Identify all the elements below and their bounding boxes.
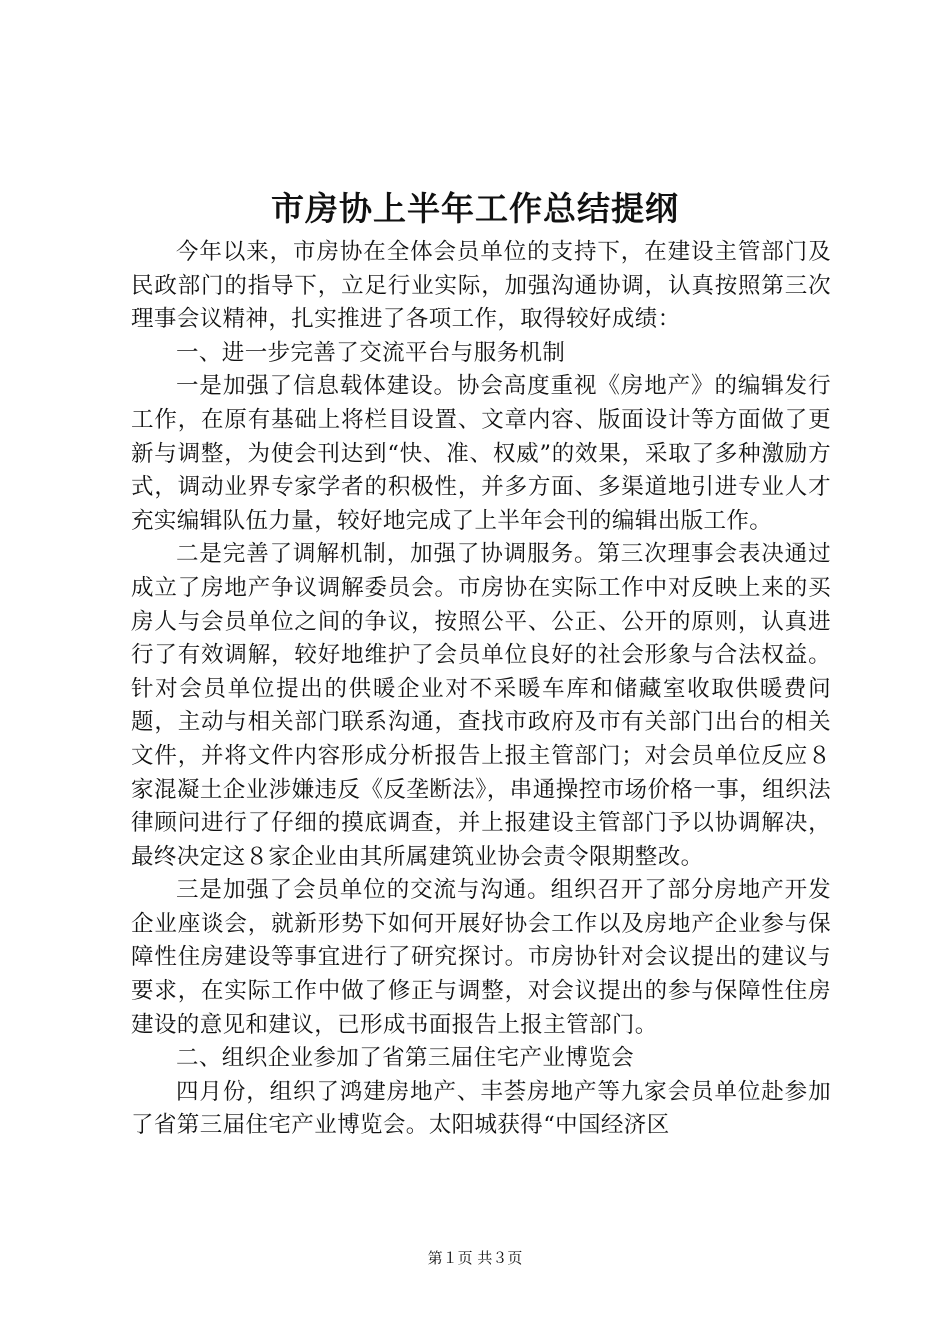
paragraph-2: 二是完善了调解机制，加强了协调服务。第三次理事会表决通过成立了房地产争议调解委员会。市房协在实际工作中对反映上来的买房人与会员单位之间的争议，按照公平、公正、公开的原则，认真进行了有效调解，较好地维护了会员单位良好的社会形象与合法权益。针对会员单位提出的供暖企业对不采暖车库和储藏室收取供暖费问题，主动与相关部门联系沟通，查找市政府及市有关部门出台的相关文件，并将文件内容形成分析报告上报主管部门；对会员单位反应８家混凝土企业涉嫌违反《反垄断法》，串通操控市场价格一事，组织法律顾问进行了仔细的摸底调查，并上报建设主管部门予以协调解决，最终决定这８家企业由其所属建筑业协会责令限期整改。 bbox=[131, 541, 831, 870]
section-heading-1: 一、进一步完善了交流平台与服务机制 bbox=[176, 339, 566, 366]
section-heading-2: 二、组织企业参加了省第三届住宅产业博览会 bbox=[176, 1045, 635, 1072]
document-body bbox=[131, 236, 831, 1143]
paragraph-intro: 今年以来，市房协在全体会员单位的支持下，在建设主管部门及民政部门的指导下，立足行业实际，加强沟通协调，认真按照第三次理事会议精神，扎实推进了各项工作，取得较好成绩： bbox=[131, 239, 831, 333]
page-footer: 第１页 共３页 bbox=[427, 1249, 523, 1267]
paragraph-4: 四月份，组织了鸿建房地产、丰荟房地产等九家会员单位赴参加了省第三届住宅产业博览会。太阳城获得“中国经济区 bbox=[131, 1078, 831, 1139]
paragraph-3: 三是加强了会员单位的交流与沟通。组织召开了部分房地产开发企业座谈会，就新形势下如何开展好协会工作以及房地产企业参与保障性住房建设等事宜进行了研究探讨。市房协针对会议提出的建议与要求，在实际工作中做了修正与调整，对会议提出的参与保障性住房建设的意见和建议，已形成书面报告上报主管部门。 bbox=[131, 877, 831, 1038]
paragraph-1: 一是加强了信息载体建设。协会高度重视《房地产》的编辑发行工作，在原有基础上将栏目设置、文章内容、版面设计等方面做了更新与调整，为使会刊达到“快、准、权威”的效果，采取了多种激励方式，调动业界专家学者的积极性，并多方面、多渠道地引进专业人才充实编辑队伍力量，较好地完成了上半年会刊的编辑出版工作。 bbox=[131, 373, 831, 534]
document-title: 市房协上半年工作总结提纲 bbox=[271, 189, 679, 228]
